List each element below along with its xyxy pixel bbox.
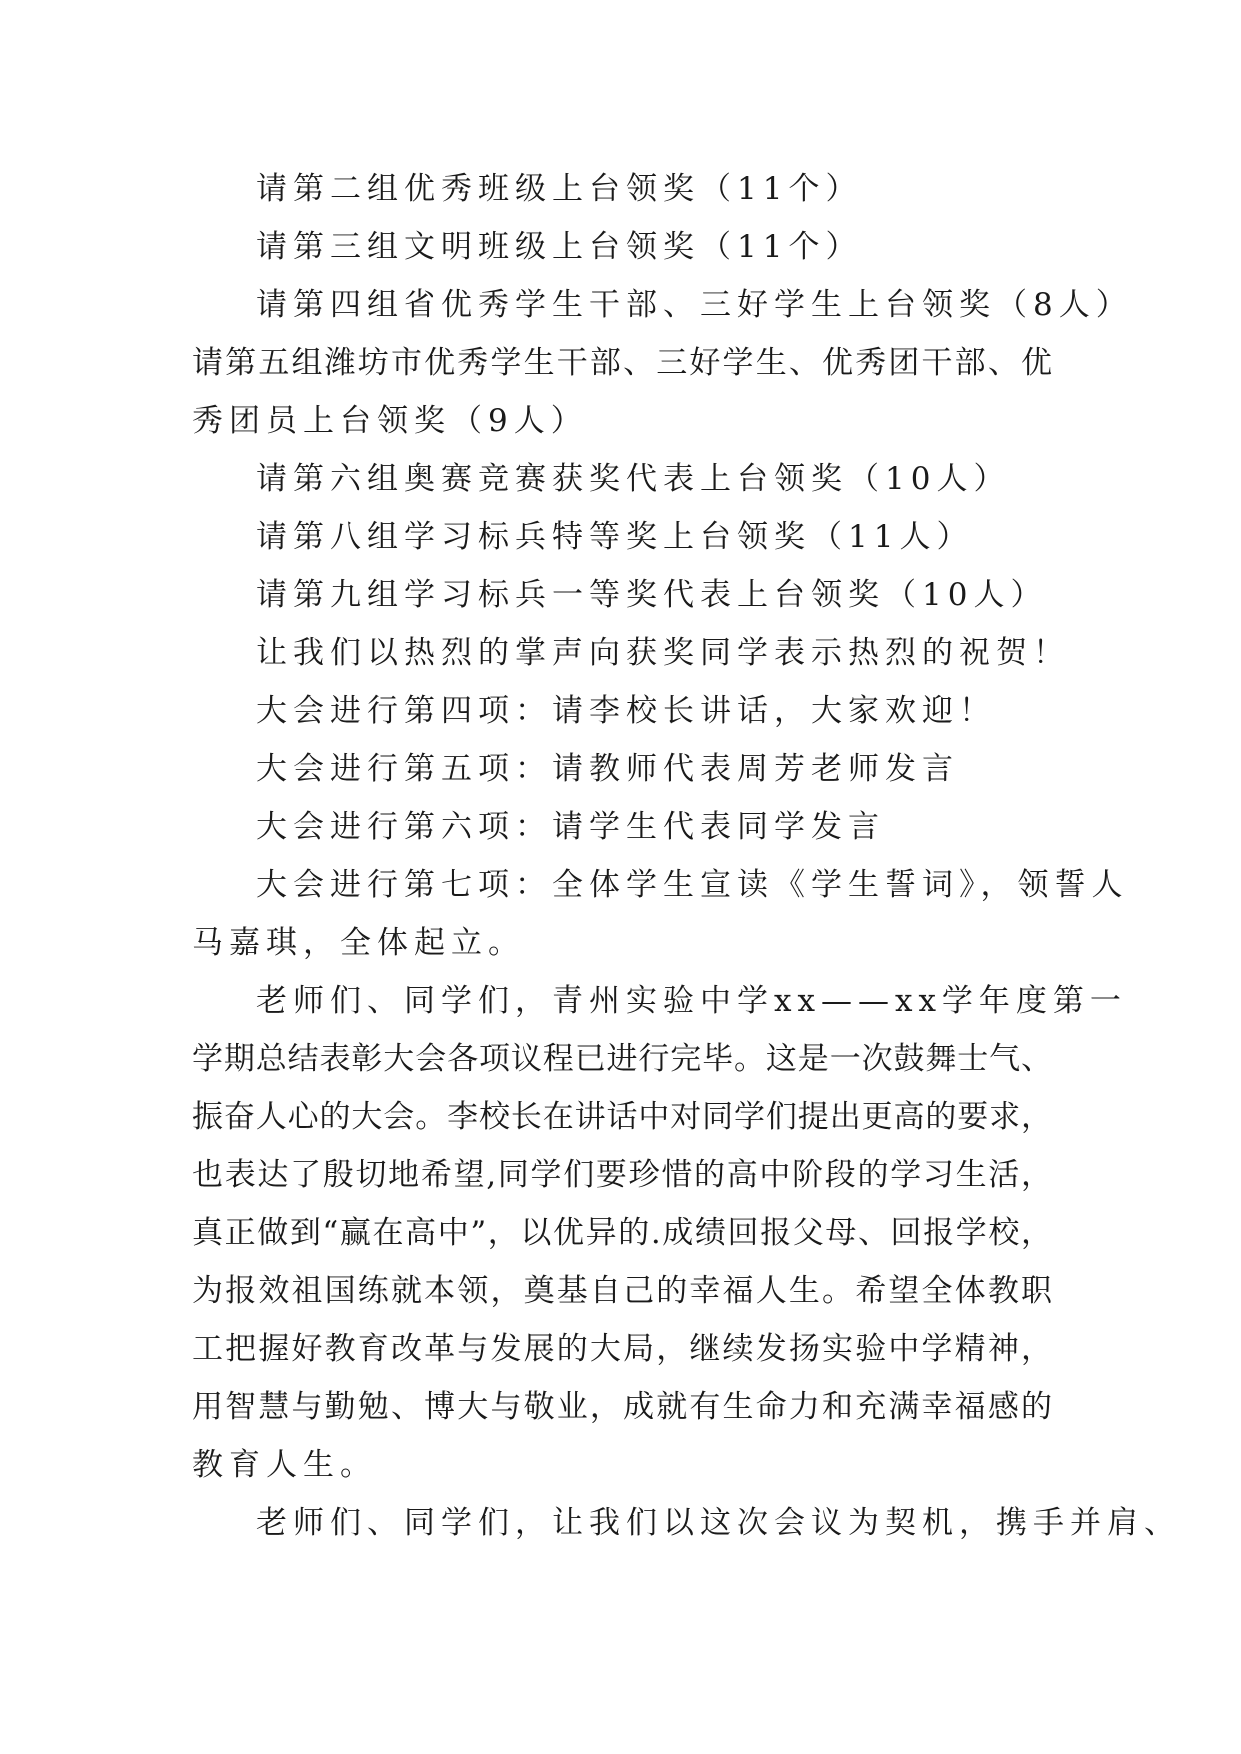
- text-line: 秀团员上台领奖（9人）: [192, 403, 588, 439]
- text-line: 请第八组学习标兵特等奖上台领奖（11人）: [256, 519, 974, 555]
- text-line: 工把握好教育改革与发展的大局，继续发扬实验中学精神，: [192, 1331, 1052, 1367]
- text-line: 大会进行第六项：请学生代表同学发言: [256, 809, 885, 845]
- text-line: 用智慧与勤勉、博大与敬业，成就有生命力和充满幸福感的: [192, 1389, 1052, 1425]
- text-line: 请第三组文明班级上台领奖（11个）: [256, 229, 863, 265]
- text-line: 请第五组潍坊市优秀学生干部、三好学生、优秀团干部、优: [192, 345, 1052, 381]
- text-line: 老师们、同学们，青州实验中学xx——xx学年度第一: [256, 983, 1127, 1019]
- text-line: 马嘉琪，全体起立。: [192, 925, 525, 961]
- text-line: 学期总结表彰大会各项议程已进行完毕。这是一次鼓舞士气、: [192, 1041, 1052, 1077]
- text-line: 真正做到“赢在高中”，以优异的.成绩回报父母、回报学校，: [192, 1215, 1052, 1251]
- text-line: 请第二组优秀班级上台领奖（11个）: [256, 171, 863, 207]
- text-line: 大会进行第四项：请李校长讲话，大家欢迎！: [256, 693, 996, 729]
- text-line: 老师们、同学们，让我们以这次会议为契机，携手并肩、: [256, 1505, 1181, 1541]
- text-line: 请第九组学习标兵一等奖代表上台领奖（10人）: [256, 577, 1048, 613]
- text-line: 也表达了殷切地希望,同学们要珍惜的高中阶段的学习生活，: [192, 1157, 1052, 1193]
- document-body: [192, 160, 1181, 1552]
- text-line: 大会进行第七项：全体学生宣读《学生誓词》，领誓人: [256, 867, 1129, 903]
- text-line: 请第六组奥赛竞赛获奖代表上台领奖（10人）: [256, 461, 1011, 497]
- text-line: 教育人生。: [192, 1447, 377, 1483]
- text-line: 大会进行第五项：请教师代表周芳老师发言: [256, 751, 959, 787]
- text-line: 请第四组省优秀学生干部、三好学生上台领奖（8人）: [256, 287, 1133, 323]
- text-line: 为报效祖国练就本领，奠基自己的幸福人生。希望全体教职: [192, 1273, 1052, 1309]
- text-line: 振奋人心的大会。李校长在讲话中对同学们提出更高的要求，: [192, 1099, 1052, 1135]
- text-line: 让我们以热烈的掌声向获奖同学表示热烈的祝贺！: [256, 635, 1070, 671]
